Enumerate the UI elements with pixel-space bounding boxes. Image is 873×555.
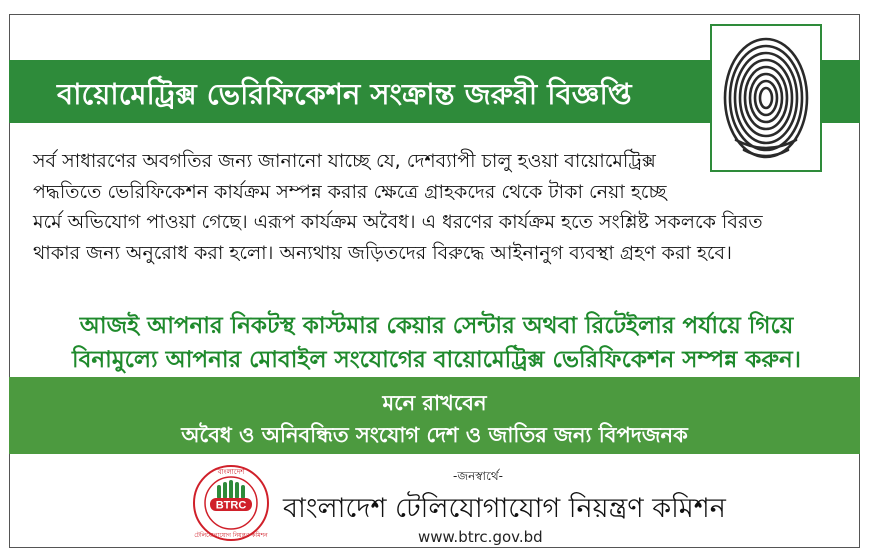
logo-ring-bottom: টেলিযোগাযোগ নিয়ন্ত্রণ কমিশন [194,532,268,539]
reminder-heading: মনে রাখবেন [382,391,487,415]
call-to-action-line-2: বিনামুল্যে আপনার মোবাইল সংযোগের বায়োমেট্রিক্স ভেরিফিকেশন সম্পন্ন করুন। [72,347,801,373]
cropped-top-strip [0,0,873,5]
logo-ring-top: বাংলাদেশ [217,468,245,476]
body-line: সর্ব সাধারণের অবগতির জন্য জানানো যাচ্ছে যে, দেশব্যাপী চালু হওয়া বায়োমেট্রিক্স [33,150,656,172]
call-to-action-line-1: আজই আপনার নিকটস্থ কাস্টমার কেয়ার সেন্টার অথবা রিটেইলার পর্যায়ে গিয়ে [79,313,794,339]
body-line: পদ্ধতিতে ভেরিফিকেশন কার্যক্রম সম্পন্ন করার ক্ষেত্রে গ্রাহকদের থেকে টাকা নেয়া হচ্ছে [33,180,667,203]
reminder-banner [9,377,860,454]
logo-text: BTRC [215,499,247,512]
organization-name: বাংলাদেশ টেলিযোগাযোগ নিয়ন্ত্রণ কমিশন [283,493,726,524]
notice-title: বায়োমেট্রিক্স ভেরিফিকেশন সংক্রান্ত জরুরী বিজ্ঞপ্তি [57,77,632,111]
public-interest-note: -জনস্বার্থে- [453,469,503,483]
body-line: মর্মে অভিযোগ পাওয়া গেছে। এরূপ কার্যক্রম অবৈধ। এ ধরণের কার্যক্রম হতে সংশ্লিষ্ট সকলকে বিরত [33,211,763,233]
notice-body [33,146,813,268]
btrc-logo [188,463,274,547]
website-link[interactable]: www.btrc.gov.bd [418,528,543,546]
reminder-text: অবৈধ ও অনিবন্ধিত সংযোগ দেশ ও জাতির জন্য বিপদজনক [181,423,688,447]
body-line: থাকার জন্য অনুরোধ করা হলো। অন্যথায় জড়িতদের বিরুদ্ধে আইনানুগ ব্যবস্থা গ্রহণ করা হবে। [33,241,732,264]
